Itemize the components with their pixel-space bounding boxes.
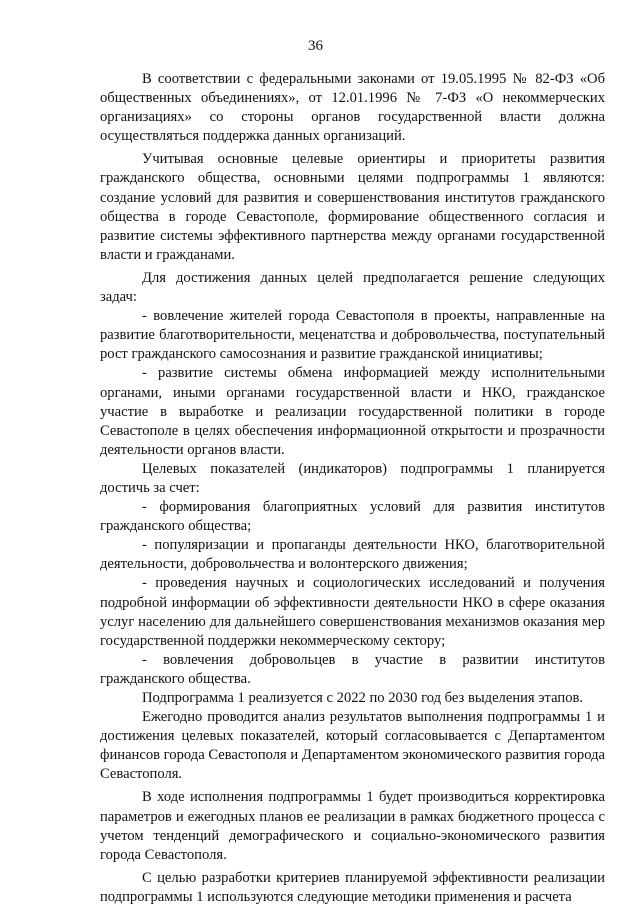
paragraph-criteria: С целью разработки критериев планируемой эффективности реализации подпрограммы 1 используются следующие методики применения и расчета bbox=[100, 869, 605, 905]
list-item-indicator-1: - формирования благоприятных условий для развития институтов гражданского общества; bbox=[100, 499, 605, 535]
list-item-indicator-3: - проведения научных и социологических исследований и получения подробной информации об эффективности деятельности НКО в сфере оказания услуг населению для дальнейшего совершенствования механизмов оказания мер государственной поддержки некоммерческому сектору; bbox=[100, 575, 605, 649]
list-item-task-2: - развитие системы обмена информацией между исполнительными органами, иными органами государственной власти и НКО, гражданское участие в выработке и реализации государственной политики в городе Севастополе в целях обеспечения информационной открытости и прозрачности деятельности органов власти. bbox=[100, 365, 605, 458]
paragraph-adjustment: В ходе исполнения подпрограммы 1 будет производиться корректировка параметров и ежегодных планов ее реализации в рамках бюджетного процесса с учетом тенденций демографического и социально-экономического развития города Севастополя. bbox=[100, 789, 605, 863]
document-body bbox=[100, 70, 605, 907]
page-number: 36 bbox=[308, 38, 323, 54]
paragraph-indicators-intro: Целевых показателей (индикаторов) подпрограммы 1 планируется достичь за счет: bbox=[100, 460, 605, 496]
list-item-indicator-2: - популяризации и пропаганды деятельности НКО, благотворительной деятельности, добровольчества и волонтерского движения; bbox=[100, 537, 605, 573]
paragraph-annual-analysis: Ежегодно проводится анализ результатов выполнения подпрограммы 1 и достижения целевых показателей, который согласовывается с Департаментом финансов города Севастополя и Департаментом экономического развития города Севастополя. bbox=[100, 709, 605, 783]
paragraph-tasks-intro: Для достижения данных целей предполагается решение следующих задач: bbox=[100, 269, 605, 306]
paragraph-goals: Учитывая основные целевые ориентиры и приоритеты развития гражданского общества, основными целями подпрограммы 1 являются: создание условий для развития и совершенствования институтов гражданского общества в городе Севастополе, формирование общественного согласия и развитие системы эффективного партнерства между органами государственной власти и гражданами. bbox=[100, 151, 605, 263]
paragraph-period: Подпрограмма 1 реализуется с 2022 по 2030 год без выделения этапов. bbox=[142, 690, 584, 706]
list-item-indicator-4: - вовлечения добровольцев в участие в развитии институтов гражданского общества. bbox=[100, 651, 605, 687]
list-item-task-1: - вовлечение жителей города Севастополя в проекты, направленные на развитие благотворительности, меценатства и добровольчества, поступательный рост гражданского самосознания и развитие гражданской инициативы; bbox=[100, 308, 605, 363]
paragraph-federal-laws: В соответствии с федеральными законами от 19.05.1995 № 82-ФЗ «Об общественных объединениях», от 12.01.1996 № 7-ФЗ «О некоммерческих организациях» со стороны органов государственной власти должна осуществляться поддержка данных организаций. bbox=[100, 71, 605, 145]
